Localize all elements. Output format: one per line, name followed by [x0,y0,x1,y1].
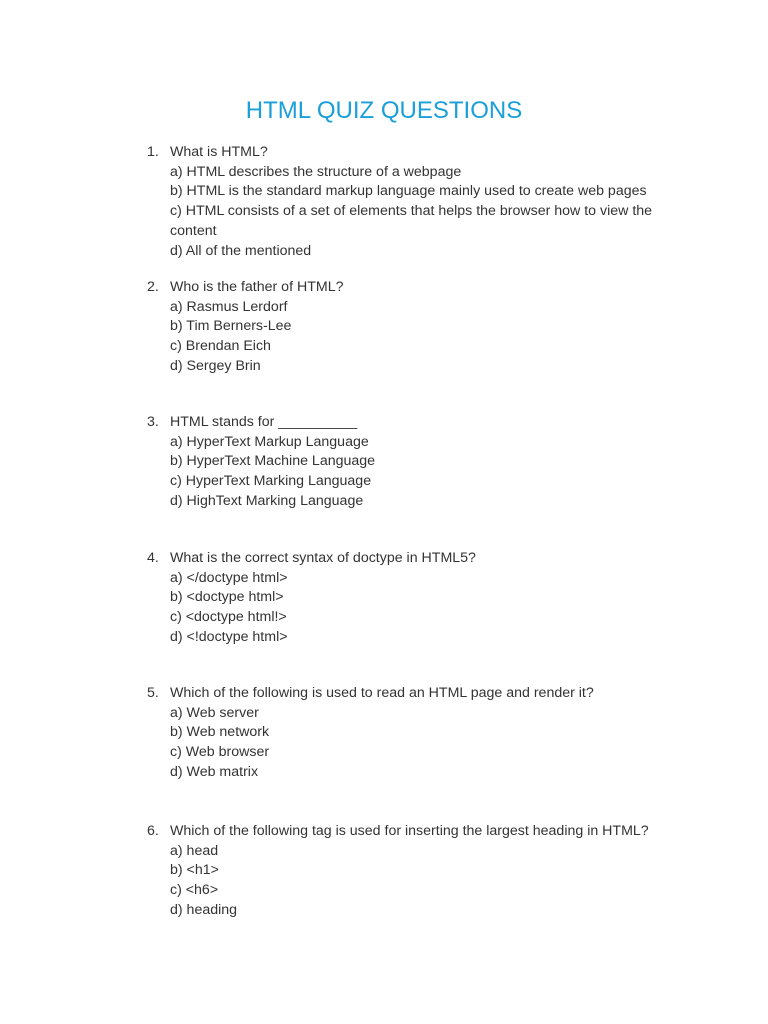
question-text: Which of the following is used to read an HTML page and render it? [170,685,594,701]
option-a: a) Web server [170,704,259,721]
option-c: c) Brendan Eich [170,338,271,355]
question-6 [147,822,677,921]
option-c: c) Web browser [170,744,270,761]
option-d: d) HighText Marking Language [170,492,364,509]
question-1 [147,143,677,261]
question-text: What is HTML? [170,144,268,160]
option-b: b) Tim Berners-Lee [170,318,292,335]
question-text: What is the correct syntax of doctype in HTML5? [170,550,476,566]
option-b: b) <doctype html> [170,589,284,606]
option-c: c) HTML consists of a set of elements that helps the browser how to view the content [170,203,653,239]
question-number: 6. [147,823,159,839]
option-b: b) HTML is the standard markup language mainly used to create web pages [170,183,647,200]
option-d: d) <!doctype html> [170,628,288,645]
option-b: b) HyperText Machine Language [170,453,376,470]
option-a: a) head [170,842,219,859]
question-text: HTML stands for __________ [170,414,358,430]
question-4 [147,549,677,648]
option-d: d) Sergey Brin [170,357,261,374]
question-2 [147,278,677,377]
page-title: HTML QUIZ QUESTIONS [245,97,523,124]
question-number: 4. [147,550,159,566]
question-number: 2. [147,279,159,295]
option-a: a) </doctype html> [170,569,288,586]
question-text: Who is the father of HTML? [170,279,344,295]
option-a: a) HTML describes the structure of a webpage [170,163,462,180]
option-c: c) HyperText Marking Language [170,473,372,490]
option-b: b) <h1> [170,862,219,879]
option-a: a) HyperText Markup Language [170,433,369,450]
question-number: 1. [147,144,159,160]
option-d: d) All of the mentioned [170,242,312,259]
question-number: 5. [147,685,159,701]
question-3 [147,413,677,512]
option-c: c) <h6> [170,882,219,899]
question-5 [147,684,677,783]
option-d: d) Web matrix [170,763,259,780]
option-a: a) Rasmus Lerdorf [170,298,288,315]
question-number: 3. [147,414,159,430]
option-b: b) Web network [170,724,270,741]
option-d: d) heading [170,901,238,918]
question-text: Which of the following tag is used for inserting the largest heading in HTML? [170,823,649,839]
option-c: c) <doctype html!> [170,609,287,626]
